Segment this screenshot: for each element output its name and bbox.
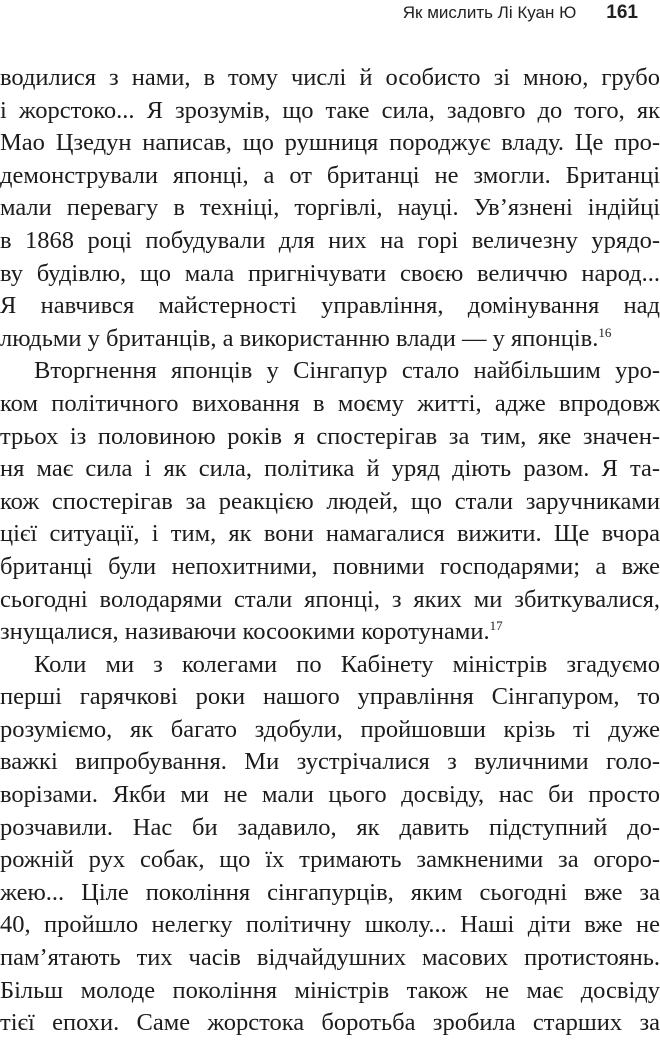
text-line: і жорстоко... Я зрозумів, що таке сила, задовго до того, як <box>0 96 660 124</box>
text-line: демонстрували японці, а от британці не змогли. Британці <box>0 161 660 189</box>
text-line: Більш молоде покоління міністрів також не має досвіду <box>0 976 660 1004</box>
text-line: ня має сила і як сила, політика й уряд діють разом. Я та- <box>0 455 660 483</box>
text-line: цієї ситуації, і тим, як вони намагалися вижити. Ще вчора <box>0 520 660 548</box>
text-line: важкі випробування. Ми зустрічалися з вуличними голо- <box>0 748 660 776</box>
text-line: розуміємо, як багато здобули, пройшовши крізь ті дуже <box>0 715 660 743</box>
running-head-title: Як мислить Лі Куан Ю <box>402 3 577 22</box>
text-line: британці були непохитними, повними господарями; а вже <box>0 552 660 580</box>
text-line: перші гарячкові роки нашого управління Сінгапуром, то <box>0 683 660 711</box>
text-line: 40, пройшло нелегку політичну школу... Наші діти вже не <box>0 911 660 939</box>
text-line: ву будівлю, що мала пригнічувати своєю величчю народ... <box>0 259 660 287</box>
text-line: сьогодні володарями стали японці, з яких ми збиткувалися, <box>0 585 660 613</box>
paragraph-1 <box>0 62 660 355</box>
text-line: розчавили. Нас би задавило, як давить підступний до- <box>0 813 660 841</box>
text-line: Коли ми з колегами по Кабінету міністрів згадуємо <box>34 650 660 678</box>
footnote-marker[interactable]: 16 <box>598 324 612 340</box>
text-line-content: знущалися, називаючи косоокими коротунами. <box>0 618 490 646</box>
text-line: рожній рух собак, що їх тримають замкненими за огоро- <box>0 846 660 874</box>
text-line: мали перевагу в техніці, торгівлі, науці. Ув’язнені індійці <box>0 194 660 222</box>
running-head <box>403 0 638 26</box>
text-line-content: людьми у британців, а використанню влади — у японців. <box>0 324 599 352</box>
text-line: тієї епохи. Саме жорстока боротьба зробила старших за <box>0 1009 660 1037</box>
text-line: Вторгнення японців у Сінгапур стало найбільшим уро- <box>34 357 660 385</box>
text-line: кож спостерігав за реакцією людей, що стали заручниками <box>0 487 660 515</box>
text-line: пам’ятають тих часів відчайдушних масових протистоянь. <box>0 944 660 972</box>
text-line: в 1868 році побудували для них на горі величезну урядо- <box>0 226 660 254</box>
text-line: водилися з нами, в тому числі й особисто зі мною, грубо <box>0 64 660 91</box>
page-body <box>0 62 660 1040</box>
text-line: Я навчився майстерності управління, домінування над <box>0 292 660 320</box>
text-line <box>0 323 660 356</box>
text-line: Мао Цзедун написав, що рушниця породжує владу. Це про- <box>0 129 660 157</box>
text-line: ком політичного виховання в моєму житті, адже впродовж <box>0 389 660 417</box>
text-line: трьох із половиною років я спостерігав за тим, яке значен- <box>0 422 660 450</box>
text-line <box>0 616 660 649</box>
text-line: ворізами. Якби ми не мали цього досвіду, нас би просто <box>0 781 660 809</box>
text-line: жею... Ціле покоління сінгапурців, яким сьогодні вже за <box>0 878 660 906</box>
paragraph-2 <box>0 355 660 648</box>
page-number: 161 <box>606 2 638 23</box>
footnote-marker[interactable]: 17 <box>489 617 503 633</box>
paragraph-3 <box>0 649 660 1040</box>
